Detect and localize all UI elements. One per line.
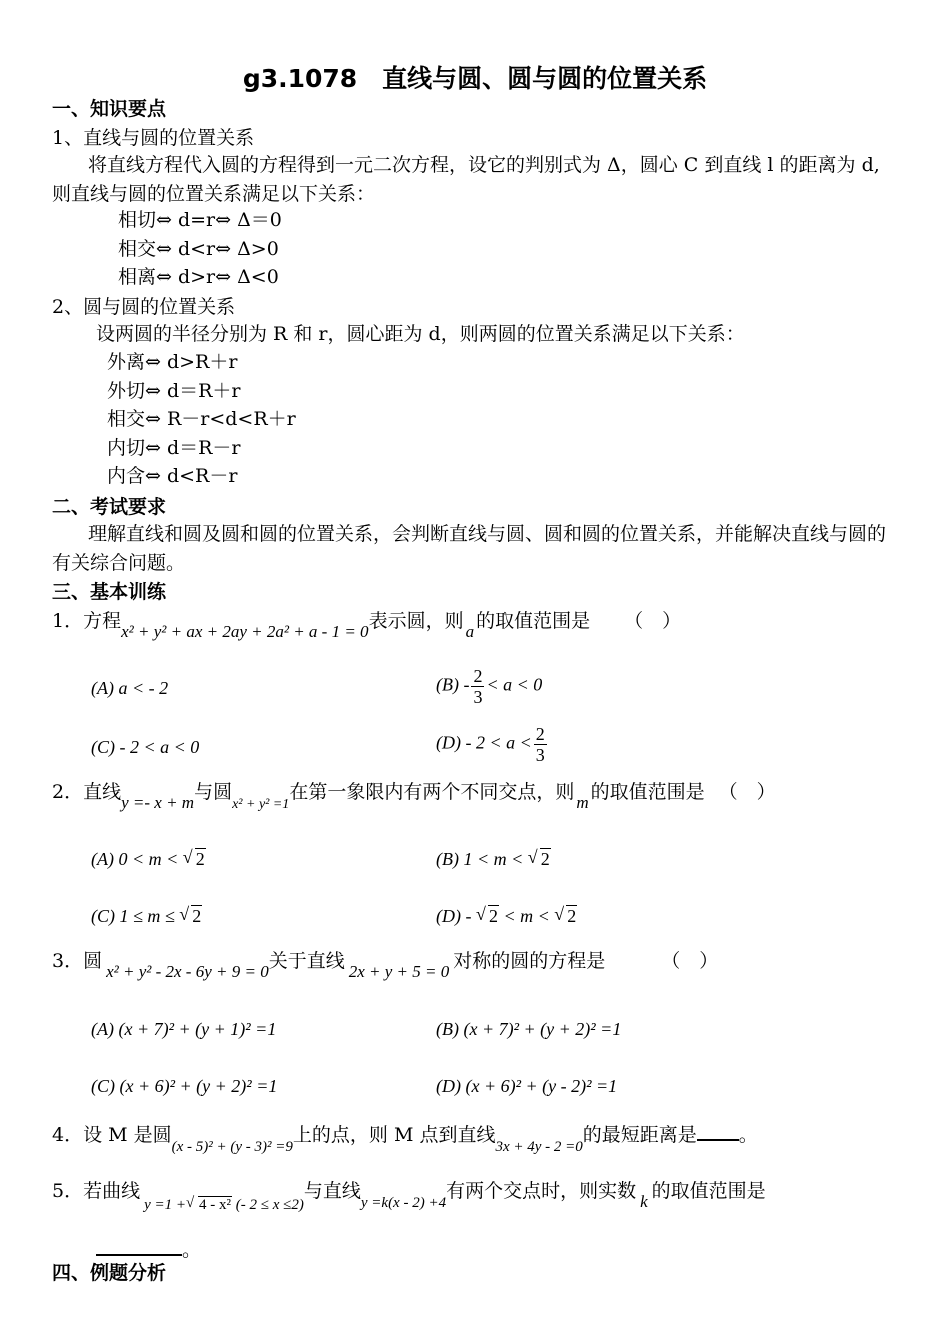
q1-tail: 的取值范围是 xyxy=(476,610,591,632)
q2-option-a: (A) 0 < m < √ 2 xyxy=(91,849,206,871)
q1-option-b: (B) - $\frac{2}{3}$ < a < 0 xyxy=(436,666,543,707)
relation-circles-intersect: 相交⇔ R－r<d<R＋r xyxy=(107,408,296,430)
sub1-text: 将直线方程代入圆的方程得到一元二次方程，设它的判别式为 Δ，圆心 C 到直线 l 的距离为 d,则直线与圆的位置关系满足以下关系： xyxy=(52,154,880,205)
q1-number: 1．方程 xyxy=(52,610,122,632)
q1-equation: x² + y² + ax + 2ay + 2a² + a - 1 = 0 xyxy=(121,622,369,641)
relation-external-separate: 外离⇔ d>R＋r xyxy=(107,351,238,373)
q4-answer-blank[interactable] xyxy=(697,1121,739,1141)
q3-option-a: (A) (x + 7)² + (y + 1)² =1 xyxy=(91,1019,277,1039)
relation-separate: 相离⇔ d>r⇔ Δ<0 xyxy=(118,266,279,288)
q2-answer-paren: （ ） xyxy=(718,781,776,803)
q5-answer-blank[interactable] xyxy=(96,1236,182,1256)
question-5: 5．若曲线$_{y =1 +√ 4 - x^2 (- 2 \le x \le 2)}$与直线$_{y =k(x - 2) +4}$有两个交点时，则实数 k 的取值范围是 xyxy=(52,1180,766,1203)
q5-line: y =k(x - 2) +4 xyxy=(360,1195,447,1211)
sub1-heading: 1、直线与圆的位置关系 xyxy=(52,127,255,149)
question-4: 4．设 M 是圆$_{(x - 5)^2 + (y - 3)^2 =9}$上的点，则 M 点到直线$_{3x + 4y - 2 =0}$的最短距离是 。 xyxy=(52,1121,758,1147)
question-2: 2．直线y =- x + m与圆$_{x^2 + y^2 =1}$在第一象限内有两个不同交点，则 m 的取值范围是 （ ） xyxy=(52,781,776,812)
section1-heading: 一、知识要点 xyxy=(52,98,167,120)
q5-answer-line: 。 xyxy=(96,1236,201,1262)
q5-curve: y =1 +√ 4 - x² (- 2 ≤ x ≤2) xyxy=(144,1197,304,1213)
q4-circle: (x - 5)² + (y - 3)² =9 xyxy=(171,1139,293,1155)
relation-internal-tangent: 内切⇔ d＝R－r xyxy=(107,437,241,459)
q2-option-c: (C) 1 ≤ m ≤ √ 2 xyxy=(91,906,202,928)
q1-option-c: (C) - 2 < a < 0 xyxy=(91,737,200,757)
q3-option-b: (B) (x + 7)² + (y + 2)² =1 xyxy=(436,1019,622,1039)
q2-circle: x² + y² =1 xyxy=(232,797,290,812)
section4-heading: 四、例题分析 xyxy=(52,1262,167,1284)
page-title: g3.1078 直线与圆、圆与圆的位置关系 xyxy=(242,64,708,93)
section2-text: 理解直线和圆及圆和圆的位置关系，会判断直线与圆、圆和圆的位置关系，并能解决直线与圆的有关综合问题。 xyxy=(52,523,887,574)
question-1 xyxy=(52,610,682,641)
q1-option-d: (D) - 2 < a < $\frac{2}{3}$ xyxy=(436,724,545,765)
q3-option-c: (C) (x + 6)² + (y + 2)² =1 xyxy=(91,1076,278,1096)
q2-line: y =- x + m xyxy=(121,793,195,812)
sub2-text: 设两圆的半径分别为 R 和 r，圆心距为 d，则两圆的位置关系满足以下关系： xyxy=(96,323,745,345)
relation-contained: 内含⇔ d<R－r xyxy=(107,465,238,487)
q3-line: 2x + y + 5 = 0 xyxy=(348,962,450,981)
section2-heading: 二、考试要求 xyxy=(52,496,167,518)
question-3: 3．圆 x² + y² - 2x - 6y + 9 = 0关于直线 2x + y + 5 = 0 对称的圆的方程是 （ ） xyxy=(52,950,719,981)
q2-option-d: (D) - √ 2 < m < √ 2 xyxy=(436,906,577,928)
q1-var: a xyxy=(465,622,475,641)
q3-option-d: (D) (x + 6)² + (y - 2)² =1 xyxy=(436,1076,618,1096)
q3-answer-paren: （ ） xyxy=(661,950,719,972)
q1-answer-paren: （ ） xyxy=(624,610,682,632)
relation-external-tangent: 外切⇔ d＝R＋r xyxy=(107,380,241,402)
section3-heading: 三、基本训练 xyxy=(52,581,167,603)
q1-option-a: (A) a < - 2 xyxy=(91,678,169,698)
q3-circle: x² + y² - 2x - 6y + 9 = 0 xyxy=(106,962,269,981)
sub2-heading: 2、圆与圆的位置关系 xyxy=(52,296,236,318)
q1-mid: 表示圆，则 xyxy=(368,610,464,632)
relation-tangent: 相切⇔ d=r⇔ Δ＝0 xyxy=(118,209,282,231)
q2-option-b: (B) 1 < m < √ 2 xyxy=(436,849,551,871)
q4-line: 3x + 4y - 2 =0 xyxy=(495,1139,583,1155)
relation-intersect: 相交⇔ d<r⇔ Δ>0 xyxy=(118,238,279,260)
